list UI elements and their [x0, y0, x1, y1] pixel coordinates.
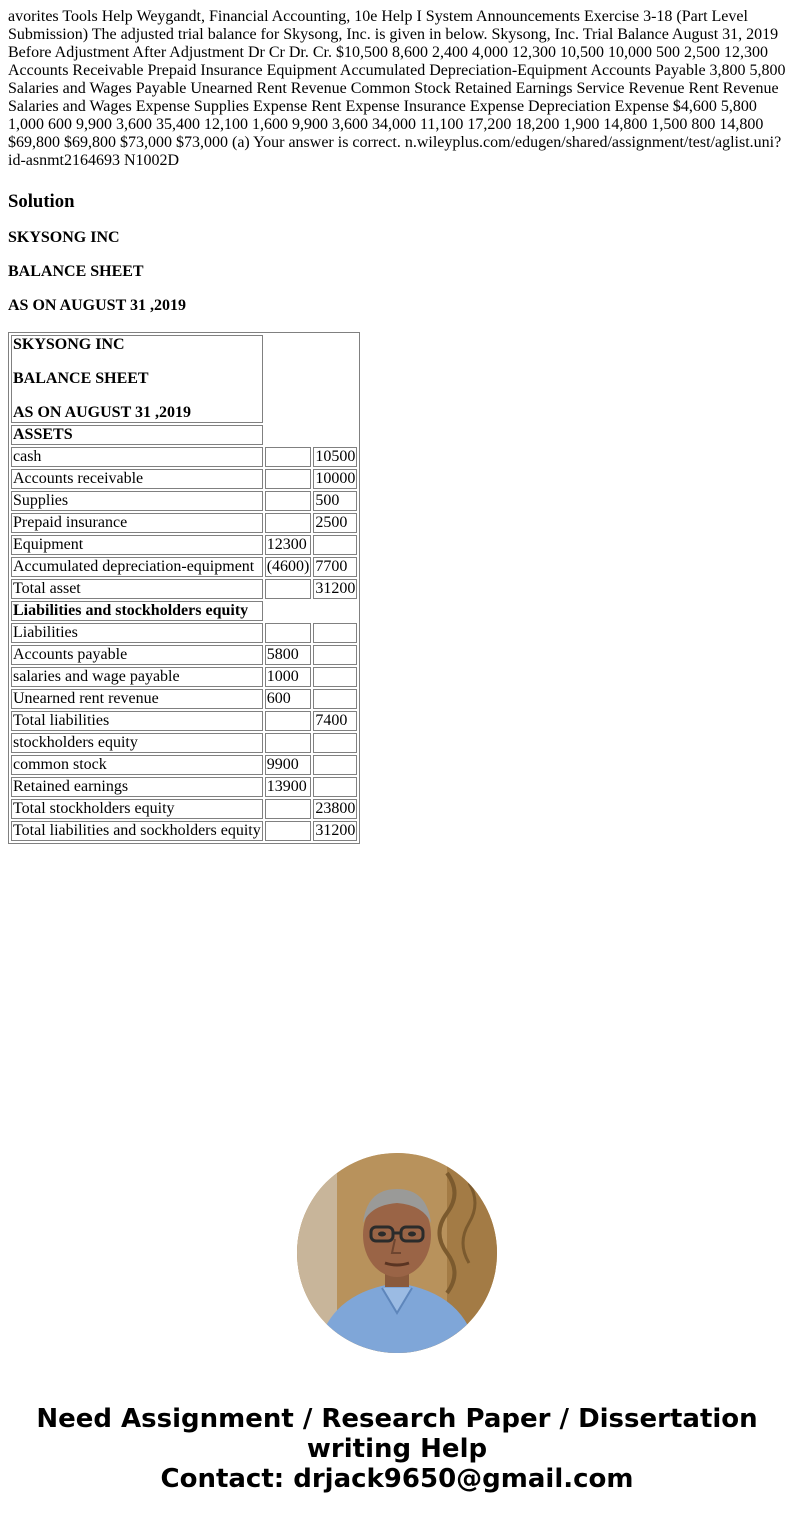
table-row	[11, 667, 357, 687]
table-row	[11, 557, 357, 577]
row-total	[313, 777, 357, 797]
row-label: Accounts payable	[11, 645, 263, 665]
row-total	[313, 645, 357, 665]
row-label: Liabilities	[11, 623, 263, 643]
row-amount	[265, 491, 312, 511]
promo-banner	[0, 1404, 794, 1494]
row-amount: 12300	[265, 535, 312, 555]
statement-date: AS ON AUGUST 31 ,2019	[8, 297, 186, 314]
company-name: SKYSONG INC	[8, 229, 120, 246]
table-row	[11, 689, 357, 709]
row-label: salaries and wage payable	[11, 667, 263, 687]
table-title-cell	[11, 335, 263, 423]
row-amount	[265, 821, 312, 841]
assets-heading-row	[11, 425, 357, 445]
row-total	[313, 689, 357, 709]
table-row	[11, 623, 357, 643]
table-row	[11, 579, 357, 599]
promo-line-1: Need Assignment / Research Paper / Dissertation	[36, 1404, 758, 1434]
row-amount: 13900	[265, 777, 312, 797]
row-label: Accumulated depreciation-equipment	[11, 557, 263, 577]
row-label: Accounts receivable	[11, 469, 263, 489]
row-label: Total stockholders equity	[11, 799, 263, 819]
table-row	[11, 491, 357, 511]
balance-sheet-table	[8, 332, 360, 844]
row-amount	[265, 513, 312, 533]
row-amount	[265, 447, 312, 467]
row-label: Unearned rent revenue	[11, 689, 263, 709]
row-total: 10500	[315, 448, 356, 465]
author-photo-illustration	[297, 1153, 497, 1353]
table-row	[11, 755, 357, 775]
row-total	[313, 667, 357, 687]
table-row	[11, 799, 357, 819]
row-amount	[265, 623, 312, 643]
row-amount	[265, 733, 312, 753]
table-row	[11, 733, 357, 753]
row-total: 10000	[315, 470, 356, 487]
solution-heading: Solution	[8, 191, 75, 212]
table-row	[11, 777, 357, 797]
table-row	[11, 821, 357, 841]
row-total: 23800	[315, 800, 356, 817]
row-label: Supplies	[11, 491, 263, 511]
liabilities-heading: Liabilities and stockholders equity	[11, 601, 263, 621]
row-amount: 600	[265, 689, 312, 709]
assets-heading: ASSETS	[11, 425, 263, 445]
problem-text: avorites Tools Help Weygandt, Financial Accounting, 10e Help I System Announcements Exercise 3-18 (Part Level Submission) The adjusted trial balance for Skysong, Inc. is given in below. Skysong, Inc. Trial Balance August 31, 2019 Before Adjustment After Adjustment Dr Cr Dr. Cr. $10,500 8,600 2,400 4,000 12,300 10,500 10,000 500 2,500 12,300 Accounts Receivable Prepaid Insurance Equipment Accumulated Depreciation-Equipment Accounts Payable 3,800 5,800 Salaries and Wages Payable Unearned Rent Revenue Common Stock Retained Earnings Service Revenue Rent Revenue Salaries and Wages Expense Supplies Expense Rent Expense Insurance Expense Depreciation Expense $4,600 5,800 1,000 600 9,900 3,600 35,400 12,100 1,600 9,900 3,600 34,000 11,100 17,200 18,200 1,900 14,800 1,500 800 14,800 $69,800 $69,800 $73,000 $73,000 (a) Your answer is correct. n.wileyplus.com/edugen/shared/assignment/test/aglist.uni?id-asnmt2164693 N1002D	[8, 8, 786, 169]
table-row	[11, 513, 357, 533]
row-total: 31200	[315, 822, 356, 839]
row-label: cash	[11, 447, 263, 467]
statement-name: BALANCE SHEET	[8, 263, 144, 280]
row-label: Total asset	[11, 579, 263, 599]
row-label: Retained earnings	[11, 777, 263, 797]
row-total: 7700	[313, 557, 357, 577]
table-title-row	[11, 335, 357, 423]
row-amount	[265, 799, 312, 819]
table-row	[11, 535, 357, 555]
row-label: Total liabilities	[11, 711, 263, 731]
table-row	[11, 469, 357, 489]
promo-line-2: writing Help	[306, 1434, 488, 1464]
row-amount: 5800	[265, 645, 312, 665]
row-label: common stock	[11, 755, 263, 775]
row-amount	[265, 579, 312, 599]
table-title-date: AS ON AUGUST 31 ,2019	[13, 404, 191, 421]
row-amount: 1000	[265, 667, 312, 687]
row-label: Equipment	[11, 535, 263, 555]
row-total: 31200	[315, 580, 356, 597]
row-amount	[265, 711, 312, 731]
table-row	[11, 711, 357, 731]
row-total: 500	[313, 491, 357, 511]
table-title-statement: BALANCE SHEET	[13, 370, 149, 387]
row-total	[313, 733, 357, 753]
row-total: 7400	[313, 711, 357, 731]
row-amount: (4600)	[266, 558, 310, 575]
row-amount	[265, 469, 312, 489]
row-total	[313, 535, 357, 555]
row-total	[313, 623, 357, 643]
row-label: Prepaid insurance	[11, 513, 263, 533]
promo-contact: Contact: drjack9650@gmail.com	[160, 1464, 634, 1494]
row-total	[313, 755, 357, 775]
row-label: Total liabilities and sockholders equity	[13, 822, 261, 839]
table-row	[11, 447, 357, 467]
table-title-company: SKYSONG INC	[13, 336, 125, 353]
table-row	[11, 645, 357, 665]
row-amount: 9900	[265, 755, 312, 775]
author-photo	[297, 1153, 497, 1353]
row-total: 2500	[313, 513, 357, 533]
liabilities-heading-row	[11, 601, 357, 621]
row-label: stockholders equity	[11, 733, 263, 753]
